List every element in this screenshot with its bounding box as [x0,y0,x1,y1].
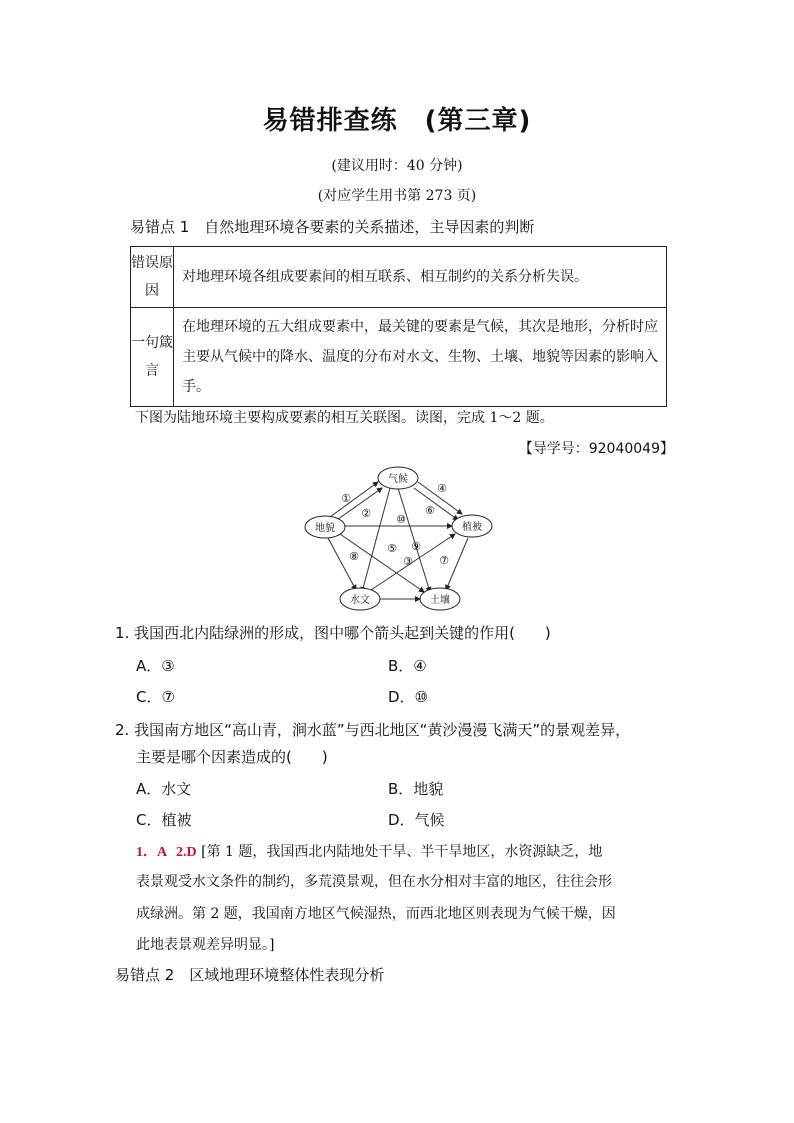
motto-label: 一句箴言 [131,308,174,407]
time-note: (建议用时：40 分钟) [331,158,463,174]
arrow-6 [414,488,458,520]
guide-code: 【导学号：92040049】 [518,441,674,457]
arrow-5 [362,488,390,592]
label-4: ④ [437,482,447,495]
label-7: ⑦ [439,554,449,567]
node-landform-label: 地貌 [315,523,335,534]
error-point-1-heading: 易错点 1 自然地理环境各要素的关系描述，主导因素的判断 [130,218,535,236]
arrow-8 [328,538,356,590]
node-soil-label: 土壤 [430,595,450,606]
q1-option-b[interactable]: B．④ [388,657,427,675]
node-water-label: 水文 [350,595,370,606]
answer-explanation-1: [第 1 题，我国西北内陆地处干旱、半干旱地区，水资源缺乏，地 [201,844,603,860]
label-8: ⑧ [349,550,359,563]
table-row-error-cause [131,247,667,308]
book-reference: (对应学生用书第 273 页) [317,188,477,204]
error-cause-label: 错误原因 [131,247,174,308]
answer-explanation-2: 表景观受水文条件的制约，多荒漠景观，但在水分相对丰富的地区，往往会形 [136,874,612,890]
q1-option-d[interactable]: D．⑩ [388,688,428,706]
q2-option-d[interactable]: D．气候 [388,811,445,829]
motto-text: 在地理环境的五大组成要素中，最关键的要素是气候，其次是地形，分析时应主要从气候中的降水、温度的分布对水文、生物、土壤、地貌等因素的影响入手。 [174,308,667,407]
question-1-stem: 1. 我国西北内陆绿洲的形成，图中哪个箭头起到关键的作用( ) [115,624,551,642]
q2-option-a[interactable]: A．水文 [136,780,192,798]
error-point-2-heading: 易错点 2 区域地理环境整体性表现分析 [115,966,385,984]
table-row-motto [131,308,667,407]
label-2: ② [361,507,371,520]
q1-option-a[interactable]: A．③ [136,657,175,675]
answer-2-key: 2.D [176,845,197,860]
q2-option-b[interactable]: B．地貌 [388,780,444,798]
question-2-stem-line2: 主要是哪个因素造成的( ) [136,748,328,766]
error-cause-text: 对地理环境各组成要素间的相互联系、相互制约的关系分析失误。 [174,247,667,308]
node-vegetation-label: 植被 [462,522,482,533]
diagram-intro: 下图为陆地环境主要构成要素的相互关联图。读图，完成 1～2 题。 [135,410,554,426]
q1-option-c[interactable]: C．⑦ [136,688,175,706]
error-analysis-table [130,246,667,407]
label-5: ⑤ [387,542,397,555]
arrow-vegetation-soil [446,538,468,590]
node-climate-label: 气候 [388,474,408,485]
label-6: ⑥ [425,504,435,517]
answer-explanation-3: 成绿洲。第 2 题，我国南方地区气候湿热，而西北地区则表现为气候干燥，因 [136,906,616,922]
page-title: 易错排查练 (第三章) [262,106,532,136]
q2-option-c[interactable]: C．植被 [136,811,192,829]
label-3: ③ [403,555,413,568]
answer-line1 [136,837,686,868]
element-relationship-diagram [300,462,500,614]
answer-1-key: 1．A [136,845,168,860]
label-9: ⑨ [411,540,421,553]
label-1: ① [341,492,351,505]
label-10: ⑩ [396,513,406,526]
question-2-stem-line1: 2. 我国南方地区“高山青，涧水蓝”与西北地区“黄沙漫漫飞满天”的景观差异， [115,721,631,739]
answer-explanation-4: 此地表景观差异明显。] [136,937,275,953]
